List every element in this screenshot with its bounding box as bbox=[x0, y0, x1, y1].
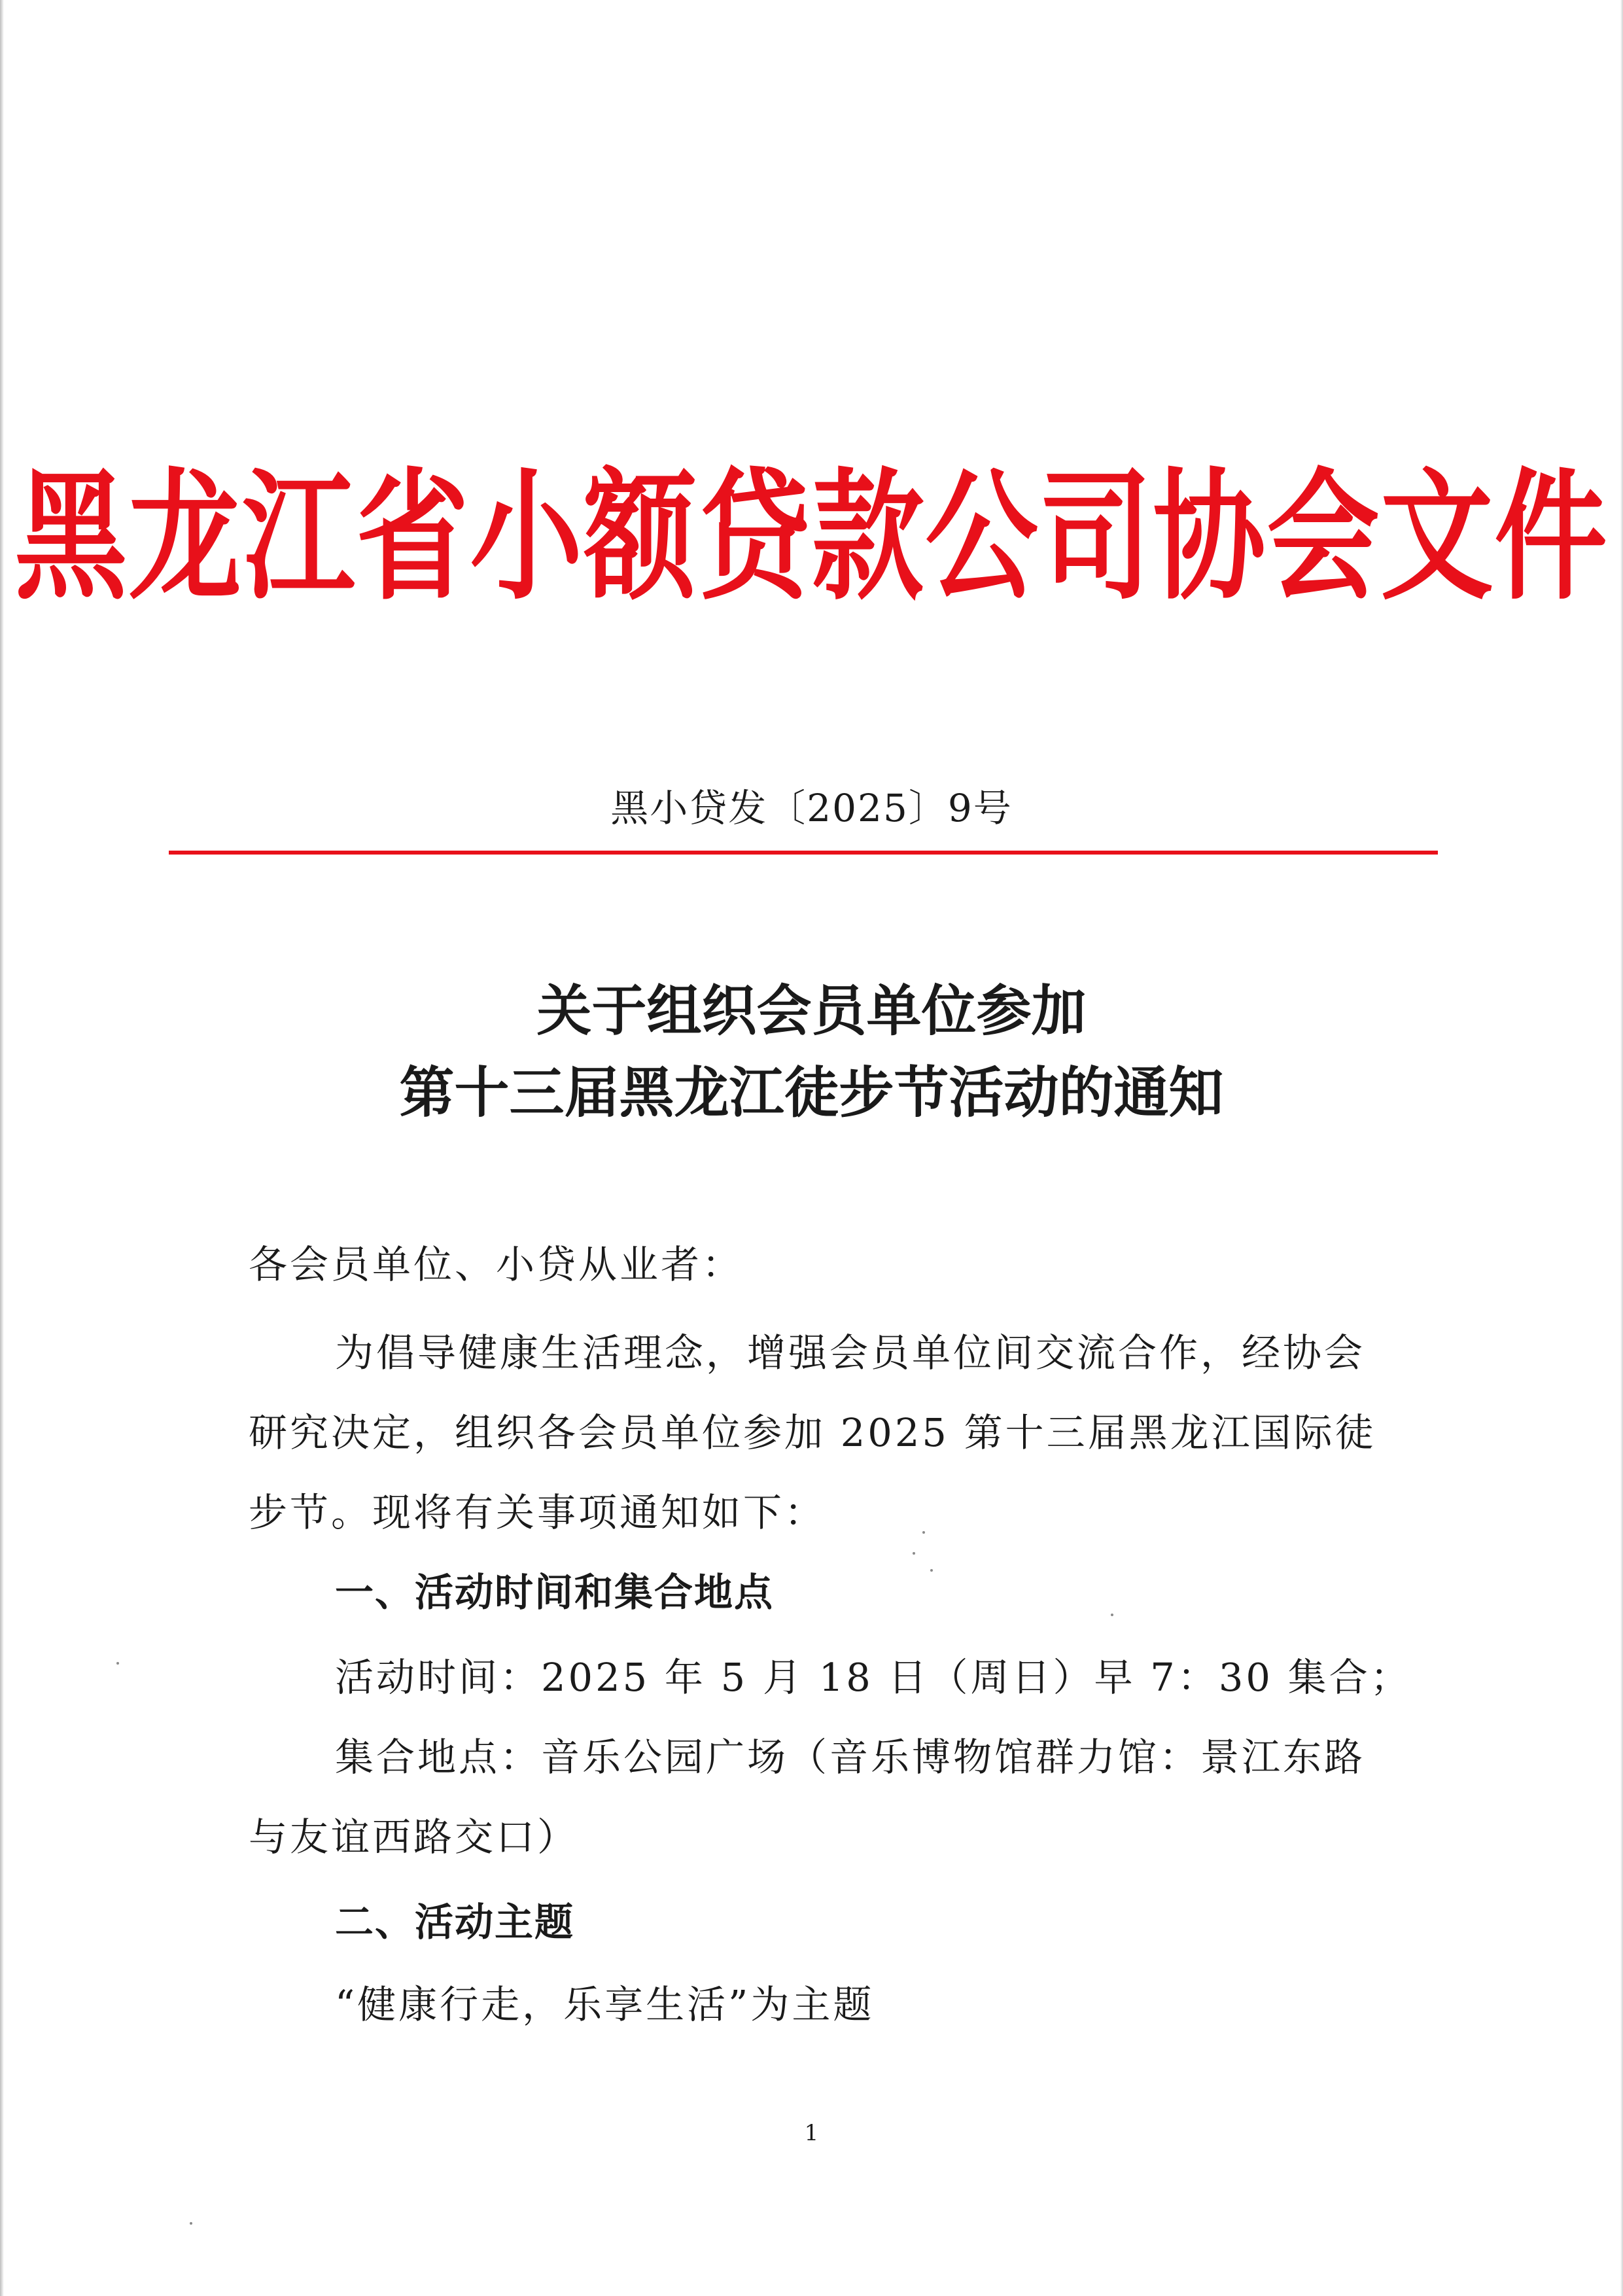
scan-shadow-right bbox=[1620, 0, 1623, 2296]
activity-time: 活动时间：2025 年 5 月 18 日（周日）早 7：30 集合； bbox=[335, 1655, 1412, 1700]
scan-speck bbox=[913, 1552, 915, 1555]
meeting-place-line-2: 与友谊西路交口） bbox=[249, 1814, 579, 1860]
scan-speck bbox=[922, 1531, 925, 1534]
scan-shadow-left bbox=[0, 0, 4, 2296]
intro-paragraph-line-3: 步节。现将有关事项通知如下： bbox=[249, 1490, 826, 1535]
notice-title-line-1: 关于组织会员单位参加 bbox=[536, 979, 1087, 1043]
scan-speck bbox=[116, 1662, 119, 1665]
red-masthead: 黑龙江省小额贷款公司协会文件 bbox=[14, 453, 1609, 620]
scan-speck bbox=[930, 1569, 933, 1572]
intro-paragraph-line-1: 为倡导健康生活理念，增强会员单位间交流合作，经协会 bbox=[335, 1330, 1366, 1375]
scan-speck bbox=[1111, 1614, 1113, 1616]
salutation: 各会员单位、小贷从业者： bbox=[249, 1242, 744, 1287]
section-1-heading: 一、活动时间和集合地点 bbox=[335, 1570, 775, 1615]
red-divider-line bbox=[169, 851, 1438, 855]
page-number: 1 bbox=[804, 2120, 819, 2146]
document-number: 黑小贷发〔2025〕9号 bbox=[610, 786, 1013, 830]
intro-paragraph-line-2: 研究决定，组织各会员单位参加 2025 第十三届黑龙江国际徒 bbox=[249, 1410, 1376, 1455]
section-2-heading: 二、活动主题 bbox=[335, 1899, 575, 1945]
meeting-place-line-1: 集合地点：音乐公园广场（音乐博物馆群力馆：景江东路 bbox=[335, 1735, 1366, 1780]
notice-title-line-2: 第十三届黑龙江徒步节活动的通知 bbox=[399, 1061, 1224, 1125]
theme-line: “健康行走，乐享生活”为主题 bbox=[335, 1982, 875, 2027]
scan-speck bbox=[190, 2222, 192, 2225]
